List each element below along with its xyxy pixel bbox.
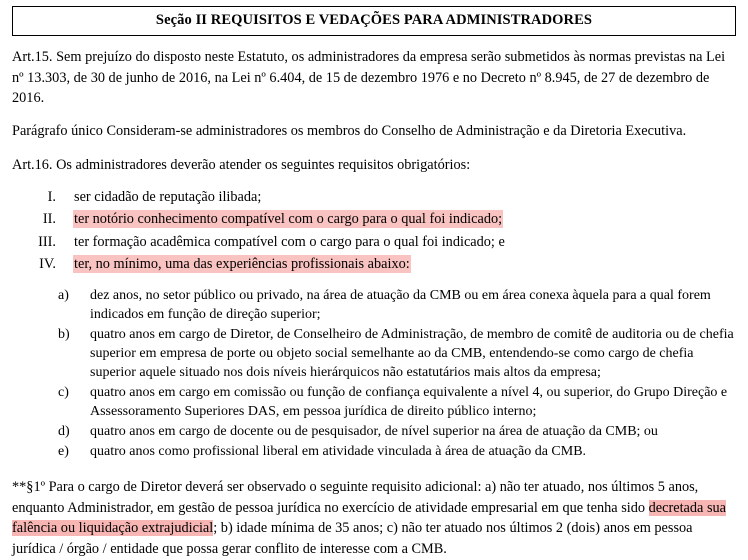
list-item [12,325,736,382]
list-item [12,209,736,230]
article-16-paragraph: Art.16. Os administradores deverão atender os seguintes requisitos obrigatórios: [12,156,471,173]
list-item-marker: III. [38,233,56,250]
list-item-text-highlighted: ter, no mínimo, uma das experiências profissionais abaixo: [74,256,410,273]
list-item-marker: a) [58,287,69,303]
list-item-marker: I. [47,188,56,205]
list-item-text: quatro anos em cargo de Diretor, de Conselheiro de Administração, de membro de comitê de auditoria ou de chefia superior em empresa de porte ou objeto social semelhante ao da CMB, entendendo-se como cargo de chefia superior aquele situado nos dois níveis hierárquicos não estatutários mais altos da empresa; [90,326,734,380]
article-15-paragraph: Art.15. Sem prejuízo do disposto neste Estatuto, os administradores da empresa serão submetidos às normas previstas na Lei nº 13.303, de 30 de junho de 2016, na Lei nº 6.404, de 15 de dezembro 1976 e no Decreto nº 8.945, de 27 de dezembro de 2016. [12,49,726,106]
list-item [12,286,736,324]
paragrafo-primeiro-paragraph [12,477,736,560]
list-item-marker: b) [58,326,70,342]
list-item-text: ter formação acadêmica compatível com o cargo para o qual foi indicado; e [74,233,505,250]
list-item [12,187,736,208]
list-item [12,383,736,421]
list-item [12,442,736,461]
list-item-text: ser cidadão de reputação ilibada; [74,188,262,205]
list-item-marker: d) [58,423,70,439]
requirements-roman-list [12,187,736,276]
requirements-alpha-list [12,286,736,461]
list-item-text-highlighted: ter notório conhecimento compatível com o cargo para o qual foi indicado; [74,211,503,228]
section-header: Seção II REQUISITOS E VEDAÇÕES PARA ADMINISTRADORES [12,6,736,36]
document-page [0,6,748,558]
paragrafo-unico-paragraph: Parágrafo único Consideram-se administradores os membros do Conselho de Administração e da Diretoria Executiva. [12,123,687,140]
list-item-marker: II. [42,211,56,228]
list-item-text: quatro anos em cargo em comissão ou função de confiança equivalente a nível 4, ou superior, do Grupo Direção e Assessoramento Superiores DAS, em pessoa jurídica de direito público interno; [90,384,728,419]
list-item-marker: c) [58,384,69,400]
list-item-marker: IV. [39,256,56,273]
list-item-text: dez anos, no setor público ou privado, na área de atuação da CMB ou em área conexa àquela para a qual forem indicados em função de direção superior; [90,287,711,322]
paragrafo-primeiro-part1: **§1º Para o cargo de Diretor deverá ser observado o seguinte requisito adicional: a) não ter atuado, nos últimos 5 anos, enquanto Administrador, em gestão de pessoa jurídica no exercício de atividade empresarial em que tenha sido [12,478,699,516]
list-item-text: quatro anos como profissional liberal em atividade vinculada à área de atuação da CMB. [90,443,587,459]
paragrafo-primeiro-highlight: decretada sua falência ou liquidação extrajudicial [12,499,727,537]
paragrafo-primeiro-part2: ; b) idade mínima de 35 anos; c) não ter atuado nos últimos 2 (dois) anos em pessoa jurídica / órgão / entidade que possa gerar conflito de interesse com a CMB. [12,520,693,558]
list-item [12,422,736,441]
list-item [12,232,736,253]
list-item [12,254,736,275]
list-item-text: quatro anos em cargo de docente ou de pesquisador, de nível superior na área de atuação da CMB; ou [90,423,658,439]
list-item-marker: e) [58,443,69,459]
